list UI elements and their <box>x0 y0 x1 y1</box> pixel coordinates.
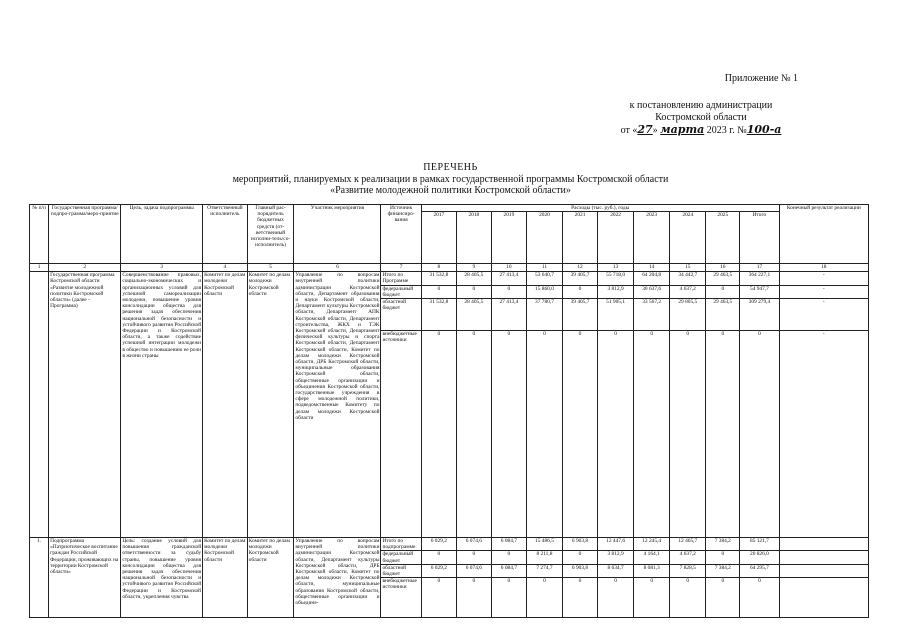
participant-cell: Управление по вопросам внутренней политики администрации Костромской области, Департамент культуры Костромской области, ДРБ Костромской области, Комитет по делам молодежи Костромской области, муниципальные образования Костромской области, общественные организации и объедине- <box>294 538 381 618</box>
result-cell: - <box>779 299 868 331</box>
expense-value-cell: 0 <box>421 551 456 564</box>
expense-value-cell: 6 084,7 <box>491 564 526 577</box>
header-responsible: Ответственный исполнитель <box>203 205 248 264</box>
expense-value-cell: 30 637,6 <box>634 285 670 298</box>
expense-value-cell: 27 413,4 <box>491 299 526 331</box>
column-number: 8 <box>421 264 456 272</box>
column-number: 10 <box>491 264 526 272</box>
expense-value-cell: 51 905,1 <box>598 299 634 331</box>
date-mid-1: » <box>652 125 661 136</box>
result-cell: - <box>779 331 868 538</box>
expense-value-cell: 7 828,5 <box>670 564 706 577</box>
header-year: 2024 <box>670 212 706 264</box>
main-manager-cell: Комитет по делам молодежи Костромской области <box>247 538 294 618</box>
expense-value-cell: 0 <box>421 578 456 618</box>
expense-value-cell: 0 <box>491 578 526 618</box>
expense-total-cell: 309 279,4 <box>740 299 779 331</box>
expense-total-cell: 85 121,7 <box>740 538 779 551</box>
expense-value-cell: 0 <box>634 331 670 538</box>
result-cell <box>779 564 868 577</box>
header-year: 2021 <box>563 212 598 264</box>
funding-source-cell: федеральный бюджет <box>381 285 421 298</box>
funding-source-cell: внебюджетные источники <box>381 578 421 618</box>
expense-value-cell: 0 <box>526 578 562 618</box>
expense-total-cell: 364 227,1 <box>740 272 779 285</box>
expense-value-cell: 31 532,8 <box>421 299 456 331</box>
column-number: 4 <box>203 264 248 272</box>
result-cell <box>779 551 868 564</box>
date-prefix: от « <box>620 125 638 136</box>
expense-value-cell: 0 <box>670 331 706 538</box>
expense-value-cell: 7 384,2 <box>706 564 740 577</box>
responsible-cell: Комитет по делам молодежи Костромской области <box>203 272 248 538</box>
funding-source-cell: внебюджетные источники <box>381 331 421 538</box>
expense-total-cell: 0 <box>740 331 779 538</box>
header-source: Источник финансиро-вания <box>381 205 421 264</box>
expense-value-cell: 4 637,2 <box>670 551 706 564</box>
expense-value-cell: 4 164,1 <box>634 551 670 564</box>
goal-cell: Цель: создание условий для повышения гражданской ответственности за судьбу страны, повышение уровня консолидации общества для решения задач обеспечения национальной безопасности и устойчивого развития Российской Федерации и Костромской области, укрепления чувства <box>121 538 203 618</box>
column-number: 13 <box>598 264 634 272</box>
expense-value-cell: 0 <box>456 331 491 538</box>
header-result: Конечный результат реализации <box>779 205 868 264</box>
column-number: 17 <box>740 264 779 272</box>
title-line-2: мероприятий, планируемых к реализации в рамках государственной программы Костромской области <box>232 174 669 185</box>
expense-value-cell: 0 <box>634 578 670 618</box>
expense-value-cell: 6 903,8 <box>563 538 598 551</box>
funding-source-cell: Итого по подпрограмме <box>381 538 421 551</box>
header-year: 2019 <box>491 212 526 264</box>
header-program: Государственная программа/подпро-грамма/меро-приятие <box>49 205 121 264</box>
header-year: 2017 <box>421 212 456 264</box>
header-main-manager: Главный рас-порядитель бюджетных средств (от-ветственный исполни-тель/со-исполнитель) <box>247 205 294 264</box>
title-line-1: ПЕРЕЧЕНЬ <box>423 162 478 173</box>
measures-table <box>29 204 869 618</box>
expense-value-cell: 6 084,7 <box>491 538 526 551</box>
expense-value-cell: 12 245,4 <box>634 538 670 551</box>
column-number: 15 <box>670 264 706 272</box>
expense-value-cell: 28 405,5 <box>456 272 491 285</box>
expense-total-cell: 0 <box>740 578 779 618</box>
expense-value-cell: 4 637,2 <box>670 285 706 298</box>
program-name-cell: Государственная программа Костромской области «Развитие молодежной политики Костромской области» (далее – Программа) <box>49 272 121 538</box>
row-number <box>30 272 49 538</box>
expense-value-cell: 3 812,9 <box>598 285 634 298</box>
resolution-date <box>571 124 831 137</box>
column-number: 18 <box>779 264 868 272</box>
expense-value-cell: 12 465,7 <box>670 538 706 551</box>
expense-value-cell: 0 <box>456 578 491 618</box>
resolution-reference <box>571 100 831 137</box>
table-body <box>30 272 869 618</box>
expense-value-cell: 0 <box>563 551 598 564</box>
header-year: 2018 <box>456 212 491 264</box>
expense-value-cell: 29 463,5 <box>706 272 740 285</box>
resolution-line-1: к постановлению администрации <box>629 100 773 111</box>
expense-value-cell: 6 074,6 <box>456 538 491 551</box>
expense-value-cell: 0 <box>598 331 634 538</box>
title-line-3: «Развитие молодежной политики Костромской области» <box>330 185 571 196</box>
expense-value-cell: 8 211,8 <box>526 551 562 564</box>
expense-value-cell: 8 634,7 <box>598 564 634 577</box>
expense-total-cell: 54 947,7 <box>740 285 779 298</box>
column-number: 5 <box>247 264 294 272</box>
resolution-line-2: Костромской области <box>655 112 747 123</box>
expense-value-cell: 31 532,8 <box>421 272 456 285</box>
expense-total-cell: 64 295,7 <box>740 564 779 577</box>
appendix-label: Приложение № 1 <box>724 73 798 84</box>
expense-value-cell: 29 463,5 <box>706 299 740 331</box>
column-numbers-row <box>30 264 869 272</box>
column-number: 16 <box>706 264 740 272</box>
expense-value-cell: 6 029,2 <box>421 564 456 577</box>
expense-value-cell: 0 <box>491 551 526 564</box>
expense-value-cell: 0 <box>563 331 598 538</box>
header-year: 2022 <box>598 212 634 264</box>
result-cell: - <box>779 285 868 298</box>
result-cell <box>779 578 868 618</box>
header-goal: Цель, задача подпрограммы <box>121 205 203 264</box>
expense-value-cell: 0 <box>563 578 598 618</box>
expense-value-cell: 3 812,9 <box>598 551 634 564</box>
column-number: 1 <box>30 264 49 272</box>
goal-cell: Совершенствование правовых, социально-экономических и организационных условий для успешной самореализации молодежи, повышение уровня консолидации общества для решения задач обеспечения национальной безопасности и устойчивого развития Российской Федерации и Костромской области, а также содействие успешной интеграции молодежи в общество и повышению ее роли в жизни страны <box>121 272 203 538</box>
funding-source-cell: областной бюджет <box>381 564 421 577</box>
date-month: марта <box>660 123 705 136</box>
expense-value-cell: 64 204,8 <box>634 272 670 285</box>
expense-value-cell: 0 <box>706 551 740 564</box>
column-number: 7 <box>381 264 421 272</box>
funding-source-cell: федеральный бюджет <box>381 551 421 564</box>
expense-value-cell: 15 860,0 <box>526 285 562 298</box>
funding-source-cell: областной бюджет <box>381 299 421 331</box>
main-manager-cell: Комитет по делам молодежи Костромской области <box>247 272 294 538</box>
expense-value-cell: 28 405,5 <box>456 299 491 331</box>
header-year: 2020 <box>526 212 562 264</box>
column-number: 2 <box>49 264 121 272</box>
expense-value-cell: 12 447,6 <box>598 538 634 551</box>
expense-value-cell: 7 274,7 <box>526 564 562 577</box>
expense-value-cell: 37 780,7 <box>526 299 562 331</box>
date-day: 27 <box>637 123 653 136</box>
table-row <box>30 272 869 285</box>
expense-value-cell: 33 567,2 <box>634 299 670 331</box>
expense-value-cell: 0 <box>706 285 740 298</box>
expense-value-cell: 0 <box>670 578 706 618</box>
expense-value-cell: 27 413,4 <box>491 272 526 285</box>
expense-value-cell: 0 <box>598 578 634 618</box>
result-cell <box>779 538 868 551</box>
table-row <box>30 538 869 551</box>
program-name-cell: Подпрограмма «Патриотическое воспитание граждан Российской Федерации, проживающих на территории Костромской области» <box>49 538 121 618</box>
expense-value-cell: 6 029,2 <box>421 538 456 551</box>
expense-value-cell: 6 074,6 <box>456 564 491 577</box>
expense-value-cell: 8 081,3 <box>634 564 670 577</box>
header-year: 2025 <box>706 212 740 264</box>
header-year: 2023 <box>634 212 670 264</box>
expense-value-cell: 0 <box>456 285 491 298</box>
expense-value-cell: 0 <box>491 285 526 298</box>
column-number: 3 <box>121 264 203 272</box>
expense-value-cell: 0 <box>706 331 740 538</box>
expense-value-cell: 0 <box>421 285 456 298</box>
expense-value-cell: 29 805,5 <box>670 299 706 331</box>
expense-value-cell: 39 405,7 <box>563 299 598 331</box>
expense-value-cell: 0 <box>421 331 456 538</box>
resolution-number: 100-а <box>746 123 782 136</box>
header-num: № п/п <box>30 205 49 264</box>
column-number: 12 <box>563 264 598 272</box>
column-number: 14 <box>634 264 670 272</box>
expense-value-cell: 0 <box>706 578 740 618</box>
column-number: 6 <box>294 264 381 272</box>
expense-value-cell: 39 405,7 <box>563 272 598 285</box>
date-mid-2: 2023 г. № <box>704 125 747 136</box>
document-title <box>0 162 901 196</box>
expense-value-cell: 0 <box>526 331 562 538</box>
expense-value-cell: 55 718,0 <box>598 272 634 285</box>
header-expenses: Расходы (тыс. руб.), годы <box>421 205 779 212</box>
expense-value-cell: 53 640,7 <box>526 272 562 285</box>
header-year-total: Итого <box>740 212 779 264</box>
expense-value-cell: 34 442,7 <box>670 272 706 285</box>
funding-source-cell: Итого по Программе <box>381 272 421 285</box>
column-number: 11 <box>526 264 562 272</box>
expense-value-cell: 15 486,5 <box>526 538 562 551</box>
column-number: 9 <box>456 264 491 272</box>
expense-value-cell: 0 <box>563 285 598 298</box>
result-cell: - <box>779 272 868 285</box>
participant-cell: Управление по вопросам внутренней политики администрации Костромской области, Департамент образования и науки Костромской области, Департамент культуры Костромской области, Департамент АПК Костромской области, Департамент строительства, ЖКХ и ТЭК Костромской области, Департамент физической культуры и спорта Костромской области, Департамент Костромской области, Комитет по делам молодежи Костромской области, ДРБ Костромской области, муниципальные образования Костромской области, общественные организации и объединения Костромской области, государственные учреждения в сфере молодежной политики, подведомственные Комитету по делам молодежи Костромской области <box>294 272 381 538</box>
header-row-1 <box>30 205 869 212</box>
expense-value-cell: 6 903,8 <box>563 564 598 577</box>
expense-value-cell: 7 384,2 <box>706 538 740 551</box>
responsible-cell: Комитет по делам молодежи Костромской области <box>203 538 248 618</box>
expense-value-cell: 0 <box>456 551 491 564</box>
expense-value-cell: 0 <box>491 331 526 538</box>
row-number: 1. <box>30 538 49 618</box>
expense-total-cell: 20 826,0 <box>740 551 779 564</box>
header-participant: Участник мероприятия <box>294 205 381 264</box>
